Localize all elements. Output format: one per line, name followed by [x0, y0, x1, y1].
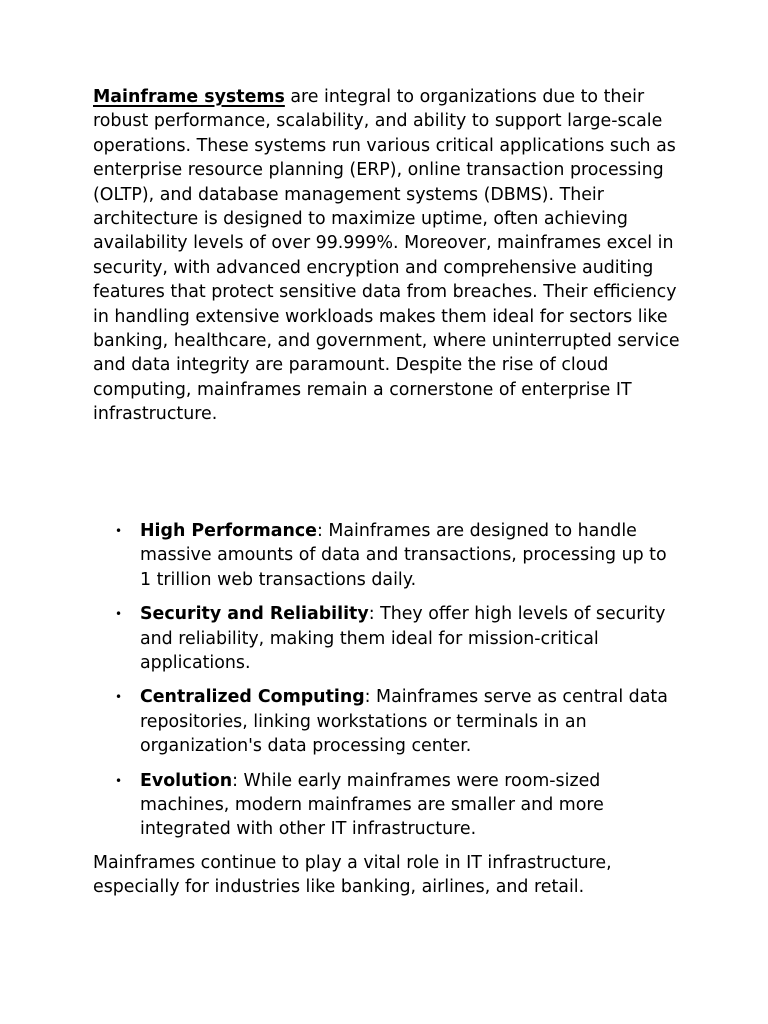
bullet-item-evolution: [93, 769, 670, 842]
bullet-term: Security and Reliability: [140, 604, 369, 625]
intro-lead-term: Mainframe systems: [93, 87, 285, 107]
bullet-list: [93, 519, 683, 852]
bullet-term: Centralized Computing: [140, 687, 365, 708]
closing-paragraph: Mainframes continue to play a vital role in IT infrastructure, especially for industries like banking, airlines, and retail.: [93, 853, 612, 898]
bullet-dot-icon: •: [115, 690, 123, 705]
bullet-term: High Performance: [140, 521, 317, 541]
bullet-term: Evolution: [140, 770, 233, 791]
bullet-text: : Mainframes serve as central data repositories, linking workstations or terminals in an organization's data processing center.: [140, 687, 668, 757]
document-page: [93, 85, 683, 898]
bullet-text: : While early mainframes were room-sized machines, modern mainframes are smaller and more integrated with other IT infrastructure.: [140, 770, 604, 840]
bullet-dot-icon: •: [115, 524, 123, 538]
bullet-text: : Mainframes are designed to handle massive amounts of data and transactions, processing up to 1 trillion web transactions daily.: [140, 521, 667, 590]
bullet-text: : They offer high levels of security and reliability, making them ideal for mission-critical applications.: [140, 604, 666, 674]
bullet-dot-icon: •: [115, 607, 123, 622]
bullet-item-centralized-computing: [93, 685, 670, 758]
bullet-item-security-reliability: [93, 602, 670, 675]
intro-text: are integral to organizations due to their robust performance, scalability, and ability to support large-scale operations. These systems run various critical applications such as enterprise resource planning (ERP), online transaction processing (OLTP), and database management systems (DBMS). Their architecture is designed to maximize uptime, often achieving availability levels of over 99.999%. Moreover, mainframes excel in security, with advanced encryption and comprehensive auditing features that protect sensitive data from breaches. Their efficiency in handling extensive workloads makes them ideal for sectors like banking, healthcare, and government, where uninterrupted service and data integrity are paramount. Despite the rise of cloud computing, mainframes remain a cornerstone of enterprise IT infrastructure.: [93, 87, 680, 425]
intro-paragraph: [93, 85, 683, 427]
bullet-dot-icon: •: [115, 773, 123, 788]
bullet-item-high-performance: [93, 519, 670, 592]
